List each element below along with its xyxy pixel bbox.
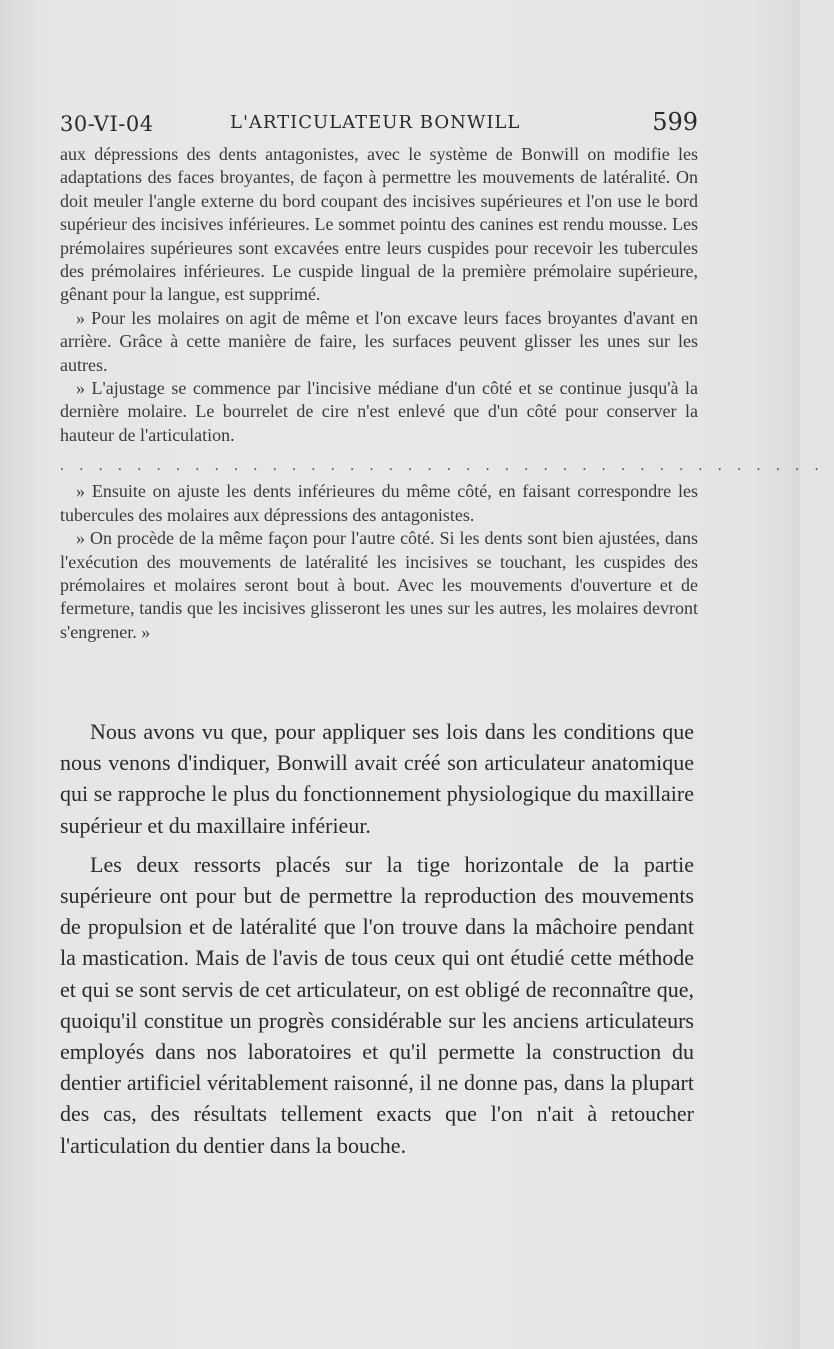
quote-paragraph-5: » On procède de la même façon pour l'autre côté. Si les dents sont bien ajustées, dans l'exécution des mouvements de latéralité les incisives se touchant, les cuspides des prémolaires et molaires seront bout à bout. Avec les mouvements d'ouverture et de fermeture, tandis que les incisives glisseront les unes sur les autres, les molaires devront s'engrener. » — [60, 528, 698, 642]
quote-paragraph-3: » L'ajustage se commence par l'incisive médiane d'un côté et se continue jusqu'à la dernière molaire. Le bourrelet de cire n'est enlevé que d'un côté pour conserver la hauteur de l'articulation. — [60, 378, 698, 445]
main-text — [60, 716, 694, 1161]
ellipsis-line: ........................................ — [60, 458, 834, 475]
running-header — [60, 108, 698, 142]
page-number: 599 — [652, 108, 698, 136]
body-paragraph-1: Nous avons vu que, pour appliquer ses lois dans les conditions que nous venons d'indiquer, Bonwill avait créé son articulateur anatomique qui se rapproche le plus du fonctionnement physiologique du maxillaire supérieur et du maxillaire inférieur. — [60, 719, 694, 838]
quote-paragraph-1: aux dépressions des dents antagonistes, avec le système de Bonwill on modifie les adaptations des faces broyantes, de façon à permettre les mouvements de latéralité. On doit meuler l'angle externe du bord coupant des incisives supérieures et l'on use le bord supérieur des incisives inférieures. Le sommet pointu des canines est rendu mousse. Les prémolaires supérieures sont excavées entre leurs cuspides pour recevoir les tubercules des prémolaires inférieures. Le cuspide lingual de la première prémolaire supérieure, gênant pour la langue, est supprimé. — [60, 144, 698, 305]
running-title: L'ARTICULATEUR BONWILL — [230, 112, 521, 133]
quote-paragraph-2: » Pour les molaires on agit de même et l'on excave leurs faces broyantes d'avant en arrière. Grâce à cette manière de faire, les surfaces peuvent glisser les unes sur les autres. — [60, 307, 698, 375]
body-paragraph-2: Les deux ressorts placés sur la tige horizontale de la partie supérieure ont pour but de permettre la reproduction des mouvements de propulsion et de latéralité que l'on trouve dans la mâchoire pendant la mastication. Mais de l'avis de tous ceux qui ont étudié cette méthode et qui se sont servis de cet articulateur, on est obligé de reconnaître que, quoiqu'il constitue un progrès considérable sur les anciens articulateurs employés dans nos laboratoires et qu'il permette la construction du dentier artificiel véritablement raisonné, il ne donne pas, dans la plupart des cas, des résultats tellement exacts que l'on n'ait à retoucher l'articulation du dentier dans la bouche. — [60, 851, 694, 1158]
quote-paragraph-4: » Ensuite on ajuste les dents inférieures du même côté, en faisant correspondre les tubercules des molaires aux dépressions des antagonistes. — [60, 481, 698, 525]
quoted-passage — [60, 143, 834, 644]
header-date: 30-VI-04 — [60, 112, 154, 136]
